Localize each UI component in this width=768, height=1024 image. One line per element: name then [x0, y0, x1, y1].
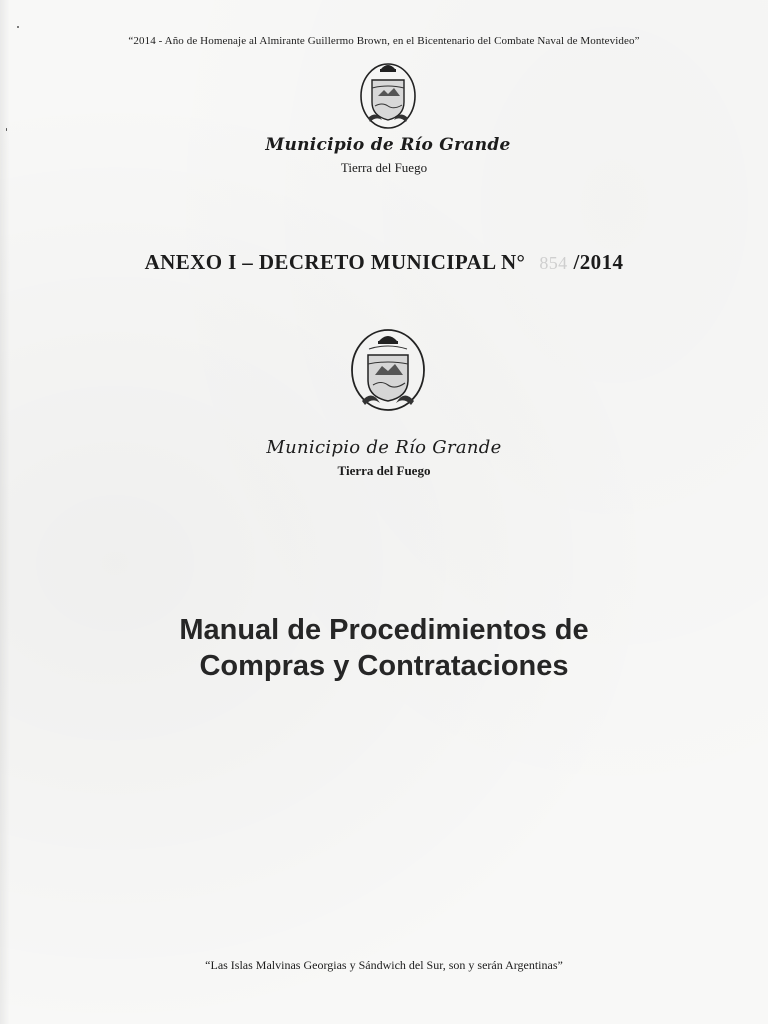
letterhead-province: Tierra del Fuego	[340, 160, 428, 175]
footer-motto: “Las Islas Malvinas Georgias y Sándwich del Sur, son y serán Argentinas”	[205, 958, 563, 972]
letterhead-municipality: Municipio de Río Grande	[265, 135, 511, 155]
scan-speck	[6, 128, 7, 131]
municipal-coat-of-arms-icon	[349, 325, 427, 413]
manual-title-line-2: Compras y Contrataciones	[199, 650, 569, 682]
scan-speck	[17, 26, 19, 28]
annex-heading	[0, 250, 768, 275]
manual-title	[0, 612, 768, 684]
cover-province: Tierra del Fuego	[337, 463, 431, 478]
decree-number-stamp: 854	[539, 253, 568, 273]
annex-prefix: ANEXO I – DECRETO MUNICIPAL N°	[144, 250, 526, 274]
annex-year: /2014	[573, 250, 624, 274]
header-motto: “2014 - Año de Homenaje al Almirante Guillermo Brown, en el Bicentenario del Combate Naval de Montevideo”	[128, 35, 640, 47]
manual-title-line-1: Manual de Procedimientos de	[179, 614, 589, 646]
cover-municipality: Municipio de Río Grande	[266, 437, 502, 458]
municipal-coat-of-arms-icon	[358, 58, 418, 130]
